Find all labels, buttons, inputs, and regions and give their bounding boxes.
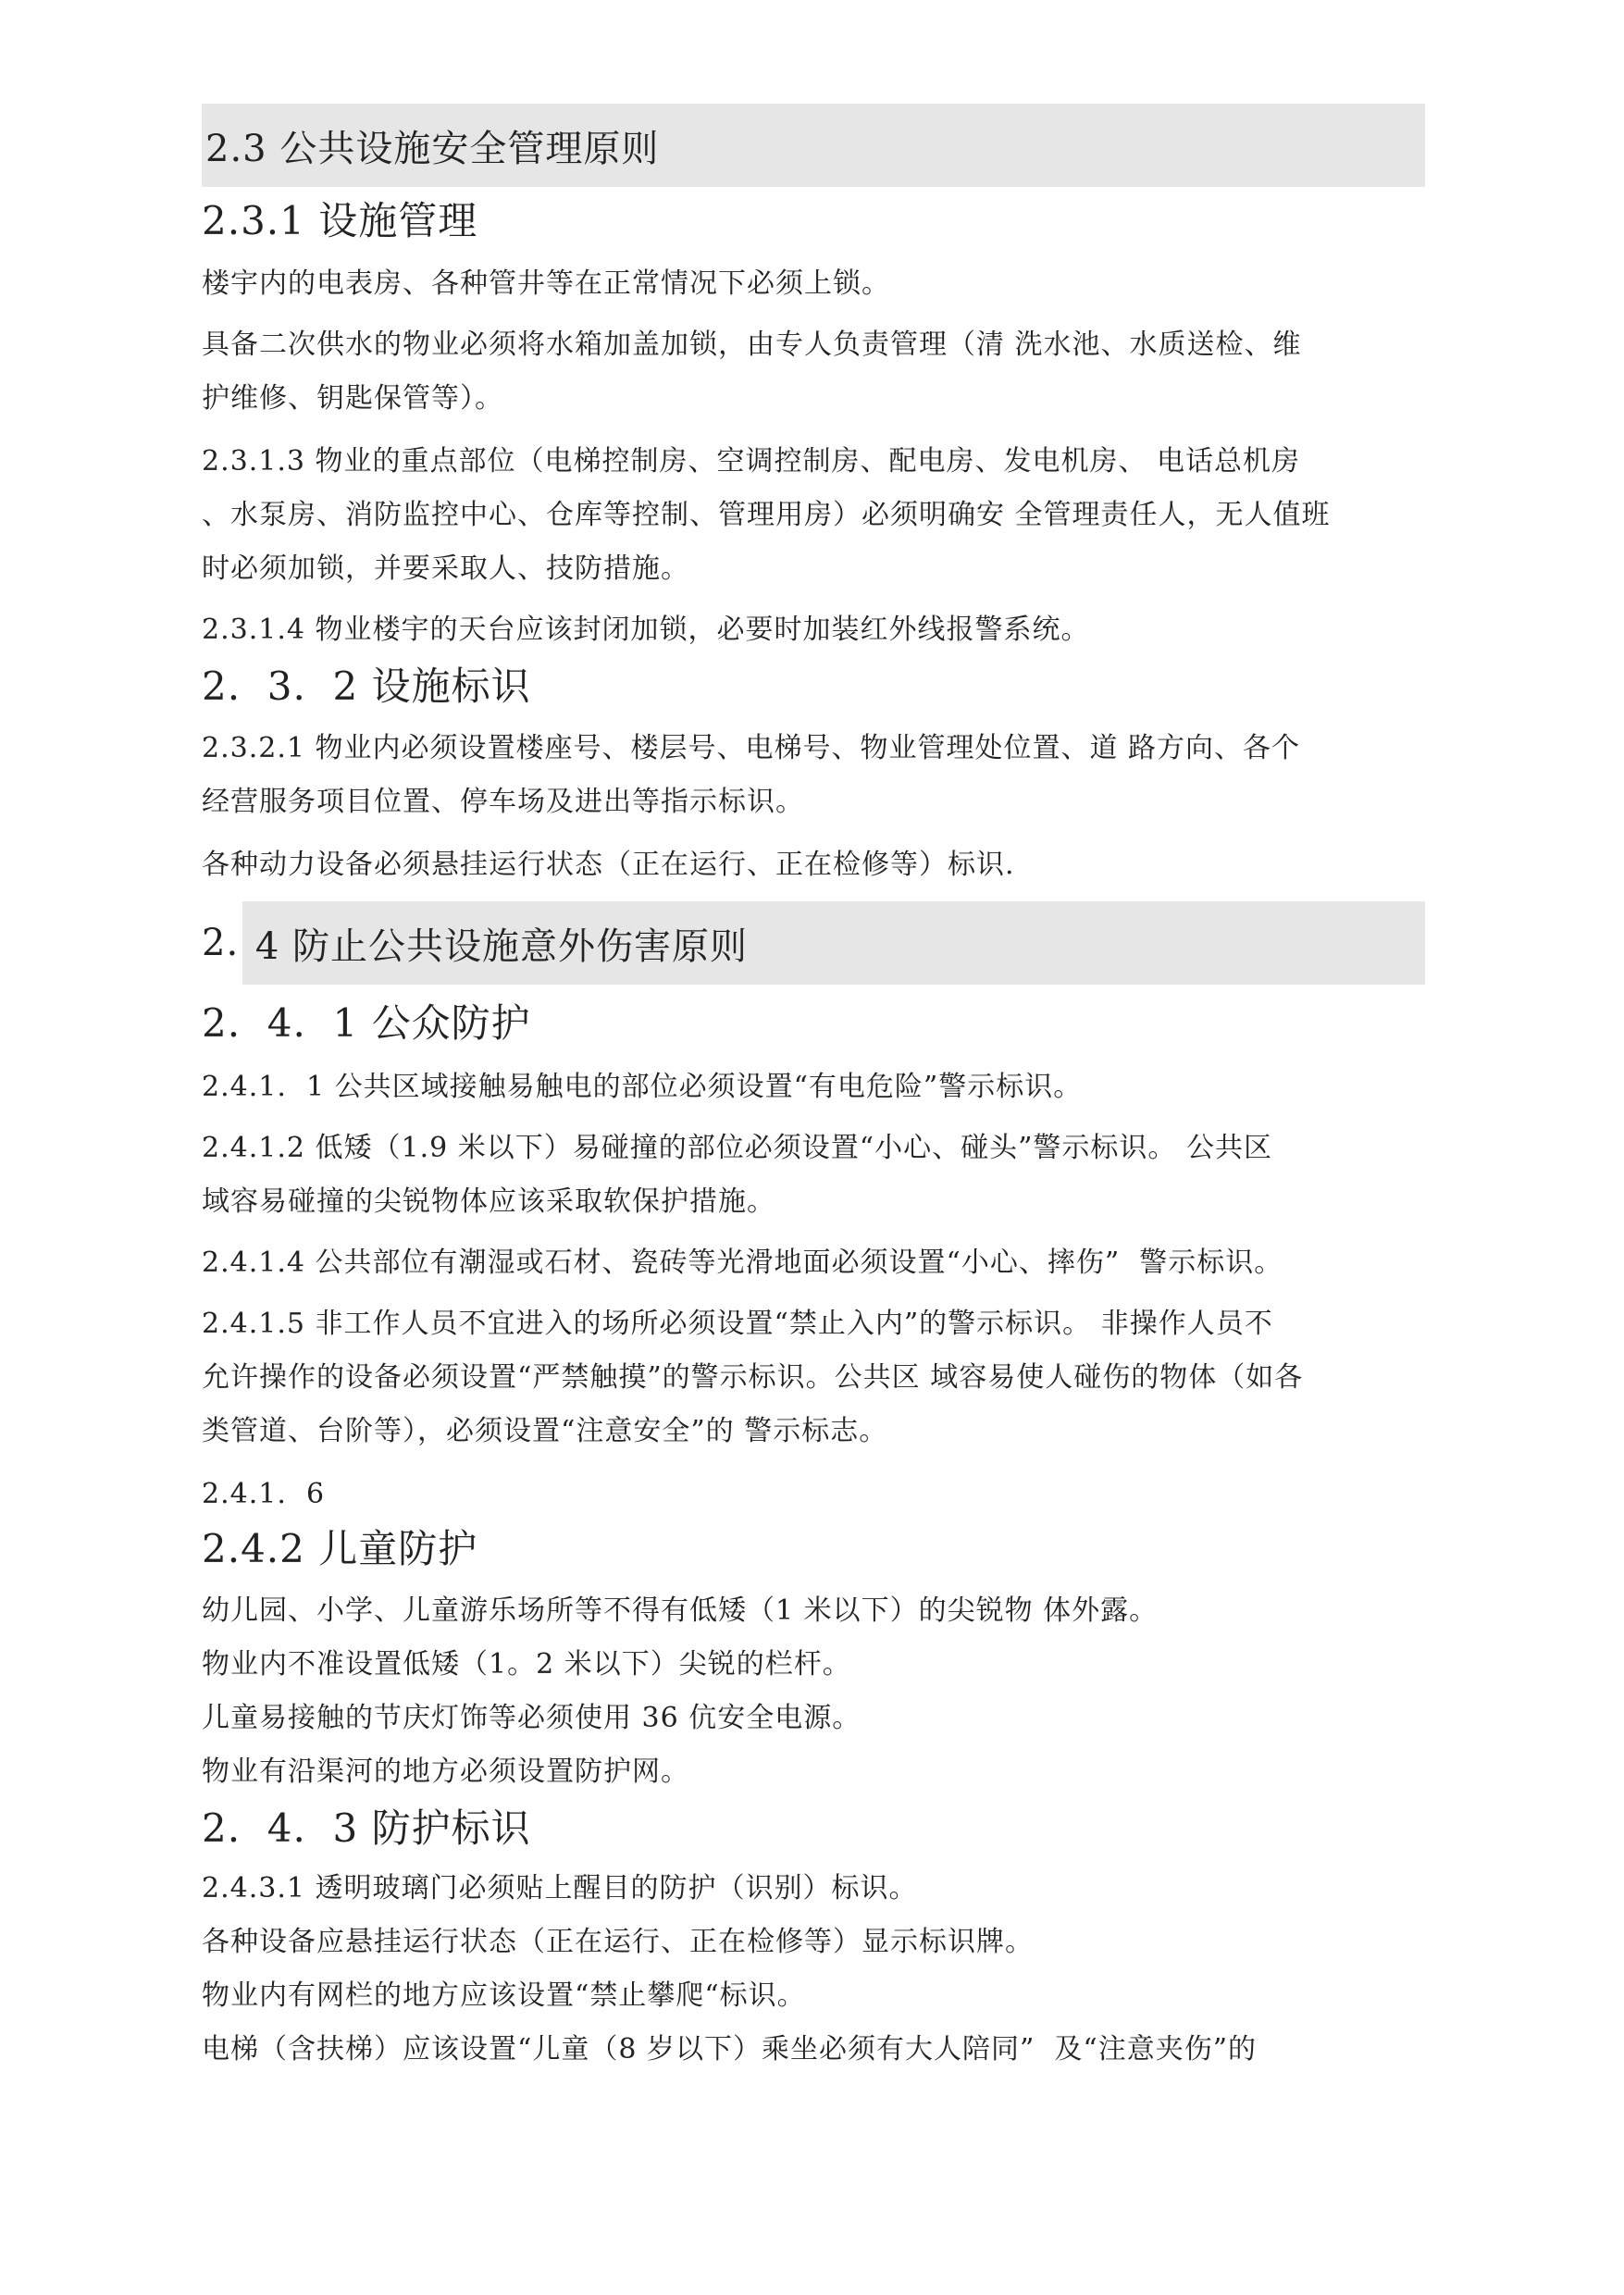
paragraph: 各种设备应悬挂运行状态（正在运行、正在检修等）显示标识牌。: [202, 1926, 1034, 1958]
paragraph: 、水泵房、消防监控中心、仓库等控制、管理用房）必须明确安 全管理责任人，无人值班: [202, 499, 1331, 531]
paragraph: 各种动力设备必须悬挂运行状态（正在运行、正在检修等）标识.: [202, 849, 1015, 881]
paragraph: 护维修、钥匙保管等）。: [202, 382, 503, 415]
paragraph: 2.4.1.2 低矮（1.9 米以下）易碰撞的部位必须设置“小心、碰头”警示标识。 公共区: [202, 1132, 1272, 1164]
paragraph: 2.4.1.4 公共部位有潮湿或石材、瓷砖等光滑地面必须设置“小心、摔伤” 警示标识。: [202, 1247, 1283, 1279]
paragraph: 2.4.1. 6: [202, 1478, 326, 1510]
paragraph: 物业内有网栏的地方应该设置“禁止攀爬“标识。: [202, 1979, 806, 2012]
paragraph: 经营服务项目位置、停车场及进出等指示标识。: [202, 786, 804, 818]
section-2-3-heading: [202, 104, 1425, 187]
section-2-4-heading: [202, 901, 1425, 985]
paragraph: 物业内不准设置低矮（1。2 米以下）尖锐的栏杆。: [202, 1648, 851, 1681]
paragraph: 2.4.1. 1 公共区域接触易触电的部位必须设置“有电危险”警示标识。: [202, 1071, 1083, 1103]
paragraph: 具备二次供水的物业必须将水箱加盖加锁，由专人负责管理（清 洗水池、水质送检、维: [202, 329, 1302, 361]
paragraph: 幼儿园、小学、儿童游乐场所等不得有低矮（1 米以下）的尖锐物 体外露。: [202, 1594, 1159, 1627]
section-2-4-3-heading: 2. 4. 3 防护标识: [202, 1805, 531, 1851]
section-2-4-title: 4 防止公共设施意外伤害原则: [242, 924, 749, 968]
paragraph: 2.4.1.5 非工作人员不宜进入的场所必须设置“禁止入内”的警示标识。 非操作人员不: [202, 1308, 1273, 1340]
paragraph: 物业有沿渠河的地方必须设置防护网。: [202, 1755, 689, 1788]
paragraph: 电梯（含扶梯）应该设置“儿童（8 岁以下）乘坐必须有大人陪同” 及“注意夹伤”的: [202, 2033, 1258, 2066]
paragraph: 2.3.1.3 物业的重点部位（电梯控制房、空调控制房、配电房、发电机房、 电话总机房: [202, 445, 1301, 478]
section-2-3-1-heading: 2.3.1 设施管理: [202, 198, 478, 243]
paragraph: 2.4.3.1 透明玻璃门必须贴上醒目的防护（识别）标识。: [202, 1872, 918, 1904]
paragraph: 类管道、台阶等），必须设置“注意安全”的 警示标志。: [202, 1415, 888, 1447]
paragraph: 时必须加锁，并要采取人、技防措施。: [202, 552, 689, 585]
section-2-3-title: 2.3 公共设施安全管理原则: [205, 127, 660, 170]
paragraph: 允许操作的设备必须设置“严禁触摸”的警示标识。公共区 域容易使人碰伤的物体（如各: [202, 1361, 1304, 1394]
paragraph: 2.3.1.4 物业楼宇的天台应该封闭加锁，必要时加装红外线报警系统。: [202, 614, 1090, 646]
section-2-4-number: 2.: [202, 901, 242, 985]
paragraph: 儿童易接触的节庆灯饰等必须使用 36 伉安全电源。: [202, 1702, 862, 1734]
section-2-4-1-heading: 2. 4. 1 公众防护: [202, 1000, 531, 1046]
paragraph: 域容易碰撞的尖锐物体应该采取软保护措施。: [202, 1185, 775, 1218]
paragraph: 楼宇内的电表房、各种管井等在正常情况下必须上锁。: [202, 267, 890, 300]
section-2-4-2-heading: 2.4.2 儿童防护: [202, 1526, 478, 1571]
section-2-3-2-heading: 2. 3. 2 设施标识: [202, 664, 531, 709]
paragraph: 2.3.2.1 物业内必须设置楼座号、楼层号、电梯号、物业管理处位置、道 路方向、各个: [202, 732, 1301, 764]
